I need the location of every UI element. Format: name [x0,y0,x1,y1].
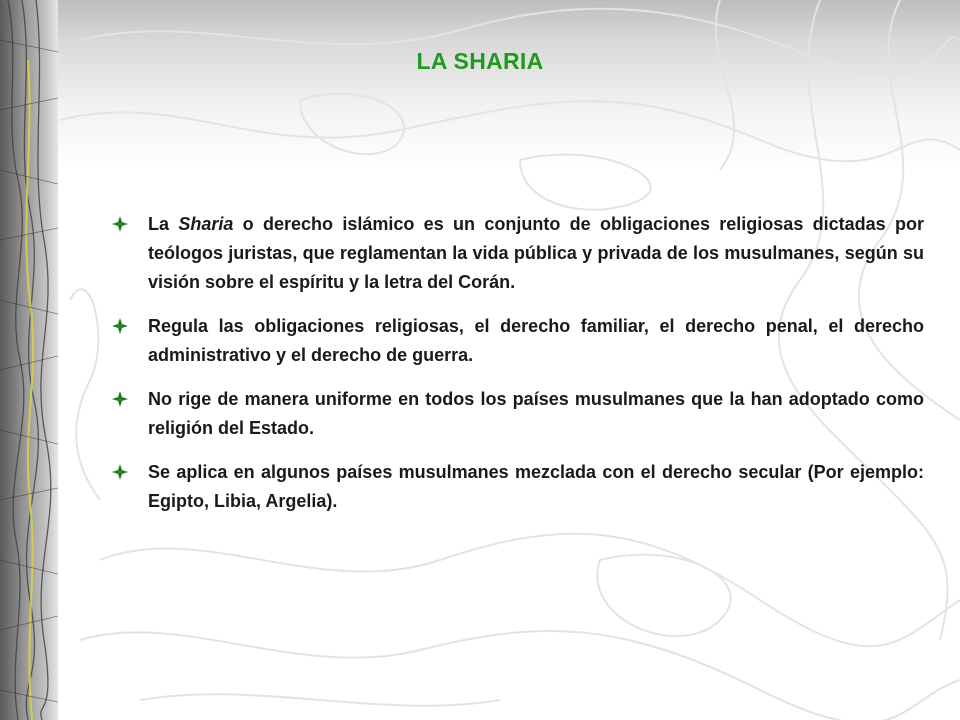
bullet-text: No rige de manera uniforme en todos los países musulmanes que la han adoptado como religión del Estado. [148,389,924,438]
bullet-item [112,385,924,443]
bullet-text: Se aplica en algunos países musulmanes mezclada con el derecho secular (Por ejemplo: Egipto, Libia, Argelia). [148,462,924,511]
diamond-bullet-icon [112,312,148,339]
slide-title: LA SHARIA [416,48,544,74]
bullet-text: La Sharia o derecho islámico es un conjunto de obligaciones religiosas dictadas por teólogos juristas, que reglamentan la vida pública y privada de los musulmanes, según su visión sobre el espíritu y la letra del Corán. [148,214,924,292]
bullet-list [112,210,924,531]
bullet-text: Regula las obligaciones religiosas, el derecho familiar, el derecho penal, el derecho administrativo y el derecho de guerra. [148,316,924,365]
diamond-bullet-icon [112,210,148,237]
terrain-map-strip [0,0,58,720]
bullet-item [112,210,924,297]
diamond-bullet-icon [112,385,148,412]
bullet-item [112,312,924,370]
bullet-item [112,458,924,516]
diamond-bullet-icon [112,458,148,485]
